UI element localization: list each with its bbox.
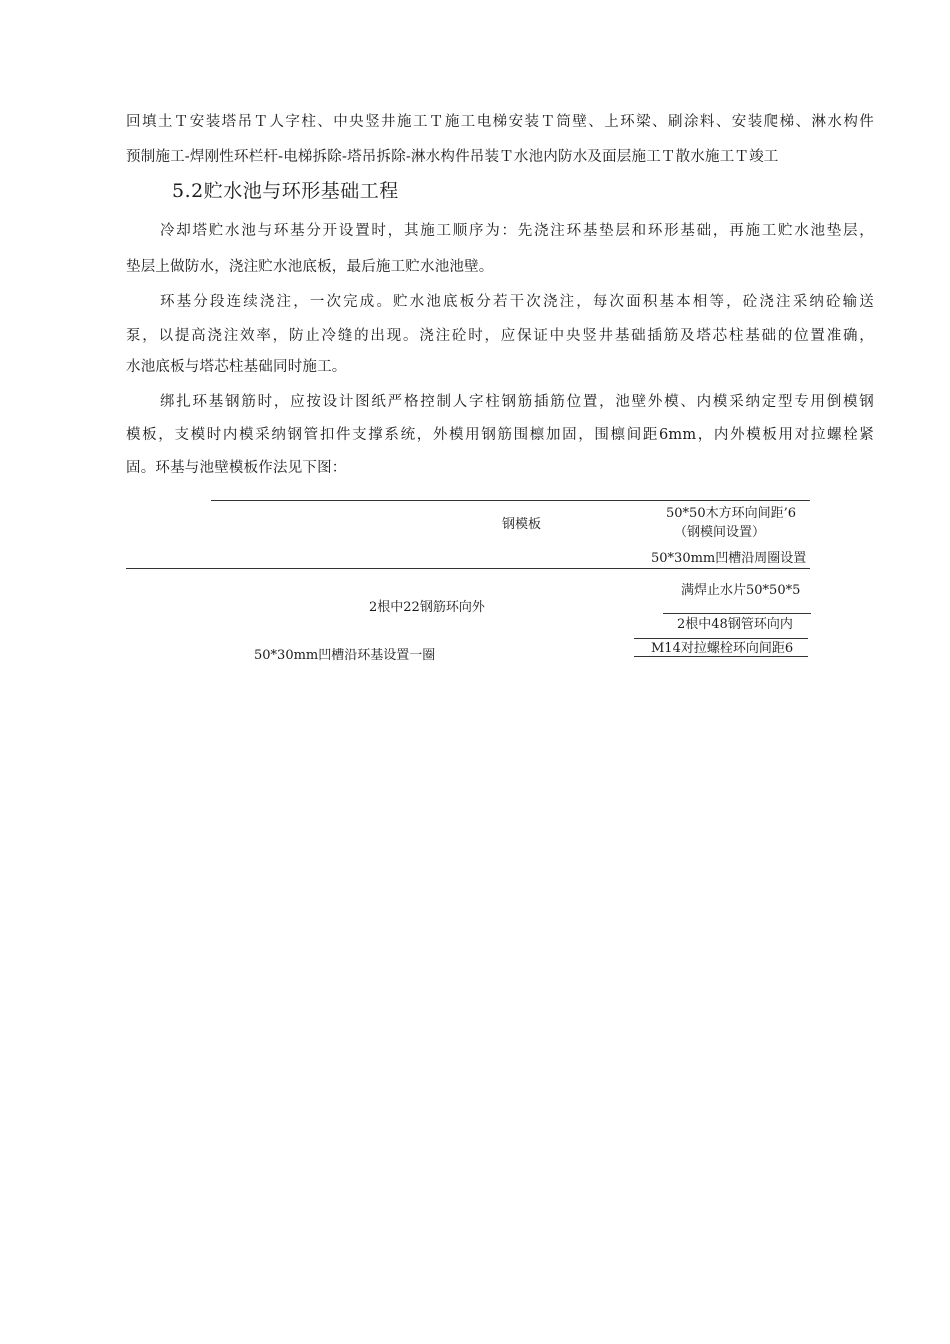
label-steel-formwork: 钢模板 xyxy=(502,517,542,532)
label-rebar-outer: 2根中22钢筋环向外 xyxy=(369,600,485,615)
label-waterstop: 满焊止水片50*50*5 xyxy=(681,583,801,598)
label-groove-ring: 50*30mm凹槽沿周圈设置 xyxy=(651,551,807,566)
paragraph-2-line-3: 水池底板与塔芯柱基础同时施工。 xyxy=(126,359,347,375)
figure-bolt-rule-bottom xyxy=(634,656,808,657)
intro-line-2: 预制施工-焊刚性环栏杆-电梯拆除-塔吊拆除-淋水构件吊装Ｔ水池内防水及面层施工Ｔ散水施工Ｔ竣工 xyxy=(126,149,779,165)
figure-pipe-rule xyxy=(663,613,811,614)
paragraph-2-line-2: 泵，以提高浇注效率，防止冷缝的出现。浇注砼时，应保证中央竖井基础插筋及塔芯柱基础的位置准确， xyxy=(126,328,874,344)
figure-bolt-rule-top xyxy=(634,638,808,639)
label-bolt: M14对拉螺栓环向间距6 xyxy=(651,641,794,656)
figure-top-rule xyxy=(211,500,810,501)
label-groove-base: 50*30mm凹槽沿环基设置一圈 xyxy=(254,648,436,663)
section-heading: 5.2贮水池与环形基础工程 xyxy=(172,180,399,202)
paragraph-3-line-3: 固。环基与池壁模板作法见下图： xyxy=(126,460,347,476)
paragraph-3-line-1: 绑扎环基钢筋时，应按设计图纸严格控制人字柱钢筋插筋位置，池壁外模、内模采纳定型专用倒模钢 xyxy=(160,394,874,410)
figure-middle-rule xyxy=(126,568,810,569)
intro-line-1: 回填土Ｔ安装塔吊Ｔ人字柱、中央竖井施工Ｔ施工电梯安装Ｔ筒壁、上环梁、刷涂料、安装爬梯、淋水构件 xyxy=(126,114,874,130)
paragraph-3-line-2: 模板，支模时内模采纳钢管扣件支撑系统，外模用钢筋围檩加固，围檩间距6mm，内外模板用对拉螺栓紧 xyxy=(126,427,874,443)
paragraph-1-line-1: 冷却塔贮水池与环基分开设置时，其施工顺序为：先浇注环基垫层和环形基础，再施工贮水池垫层， xyxy=(160,223,874,239)
paragraph-1-line-2: 垫层上做防水，浇注贮水池底板，最后施工贮水池池壁。 xyxy=(126,259,494,275)
label-pipe-inner: 2根中48钢管环向内 xyxy=(677,617,793,632)
label-timber-note: （钢模间设置） xyxy=(674,525,766,540)
paragraph-2-line-1: 环基分段连续浇注，一次完成。贮水池底板分若干次浇注，每次面积基本相等，砼浇注采纳砼输送 xyxy=(160,294,874,310)
label-timber-spacing: 50*50木方环向间距’6 xyxy=(666,506,796,521)
